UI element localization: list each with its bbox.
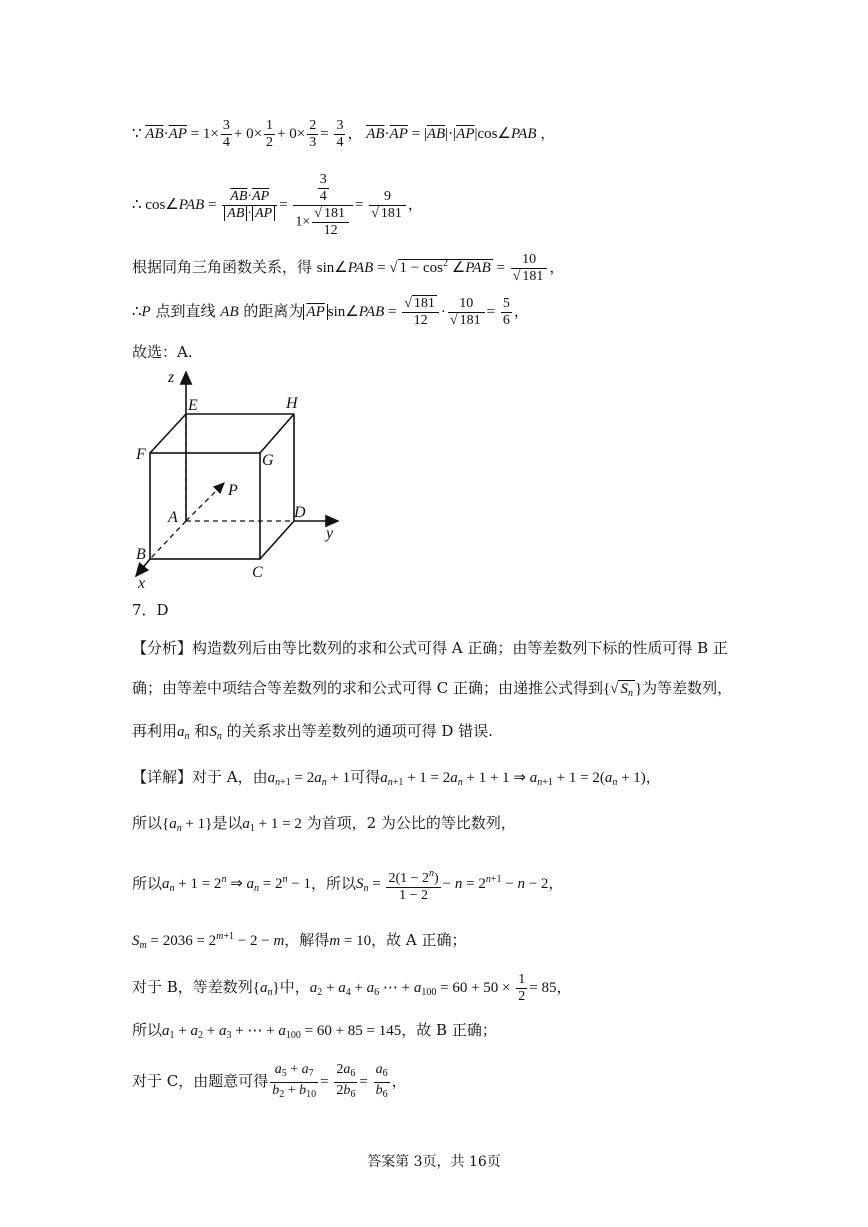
label-g: G (262, 452, 274, 469)
equation-distance: ∴P 点到直线 AB 的距离为 $\overline{AP}$ sin∠PAB = $\frac{√ 181}{12}$ · $\frac{10}{√ 181}$ = $\frac{5}{6}$ ， (132, 296, 529, 328)
label-c: C (252, 564, 263, 581)
label-d: D (294, 504, 306, 521)
answer-line: 故选：A. (132, 343, 193, 361)
analysis-line-1: 【分析】构造数列后由等比数列的求和公式可得 A 正确；由等差数列下标的性质可得 B 正 (132, 639, 728, 657)
vector-ap (186, 483, 224, 521)
page-footer: 答案第 3页，共 16页 (367, 1154, 501, 1170)
cube-figure (128, 362, 348, 590)
label-z: z (168, 369, 175, 386)
equation-cos-pab: ∴ cos∠PAB = $\frac{\overline{AB}\cdot\overline{AP}}{\overline{AB} \cdot \overline{AP}}$ = $\frac{3}{4}$ 1× $\frac{√ 181}{12}$ = $\frac{9}{√ 181}$ ， (132, 172, 423, 238)
label-y: y (326, 525, 334, 542)
detail-line-1: 【详解】对于 A，由$a_{n+1} = 2a_n + 1$可得$a_{n+1} + 1 = 2a_n + 1 + 1$ ⇒ $a_{n+1} + 1 = 2(a_n + 1)$， (132, 768, 661, 788)
analysis-line-3: 再利用$a_n$ 和$S_n$ 的关系求出等差数列的通项可得 D 错误. (132, 722, 493, 742)
equation-sin-pab: 根据同角三角函数关系，得 sin∠PAB = √ $1 - \cos^2$ ∠PAB = $\frac{10}{√ 181}$ ， (132, 252, 565, 284)
detail-line-3: 所以$a_n + 1 = 2^n$ ⇒ $a_n = 2^n - 1$，所以$S_n$ = $\frac{2(1 - 2^n)}{1 - 2}$ − $n = 2^{n+1} - n - 2$， (132, 868, 564, 903)
label-h: H (286, 395, 298, 412)
label-x: x (138, 575, 146, 590)
label-e: E (188, 397, 198, 414)
equation-dot-product: ∵ $\overline{AB}\cdot\overline{AP} = 1\times$ $\frac{3}{4}$ + 0× $\frac{1}{2}$ + 0× $\frac{2}{3}$ = $\frac{3}{4}$ ， $\overline{AB}\cdot\overline{AP}$ = $|\overline{AB}|\cdot|\overline{AP}|\cos\angle PAB$ ， (132, 118, 556, 150)
label-p: P (228, 482, 238, 499)
analysis-line-2: 确；由等差中项结合等差数列的求和公式可得 C 正确；由递推公式得到{√ $S_n$ }为等差数列， (132, 679, 733, 699)
detail-line-6: 所以$a_1 + a_2 + a_3$ + ⋯ + $a_{100} = 60 + 85 = 145$，故 B 正确； (132, 1021, 497, 1041)
label-b: B (136, 546, 146, 563)
question-7-answer: 7．D (132, 601, 169, 619)
detail-line-4: $S_m = 2036 = 2^{m+1} - 2 - m$，解得m = 10，故 A 正确； (132, 931, 467, 951)
detail-line-5: 对于 B，等差数列$\{a_n\}$中，$a_2 + a_4 + a_6$ ⋯ + $a_{100} = 60 + 50$ × $\frac{1}{2}$ = 85， (132, 972, 572, 1004)
label-f: F (136, 446, 146, 463)
detail-line-7: 对于 C，由题意可得 $\frac{a_5 + a_7}{b_2 + b_{10}}$ = $\frac{2a_6}{2b_6}$ = $\frac{a_6}{b_6}$ ， (132, 1062, 407, 1100)
label-a: A (168, 509, 178, 526)
front-face (150, 453, 260, 559)
detail-line-2: 所以$\{a_n + 1\}$是以$a_1 + 1 = 2$ 为首项，2 为公比的等比数列， (132, 814, 516, 834)
